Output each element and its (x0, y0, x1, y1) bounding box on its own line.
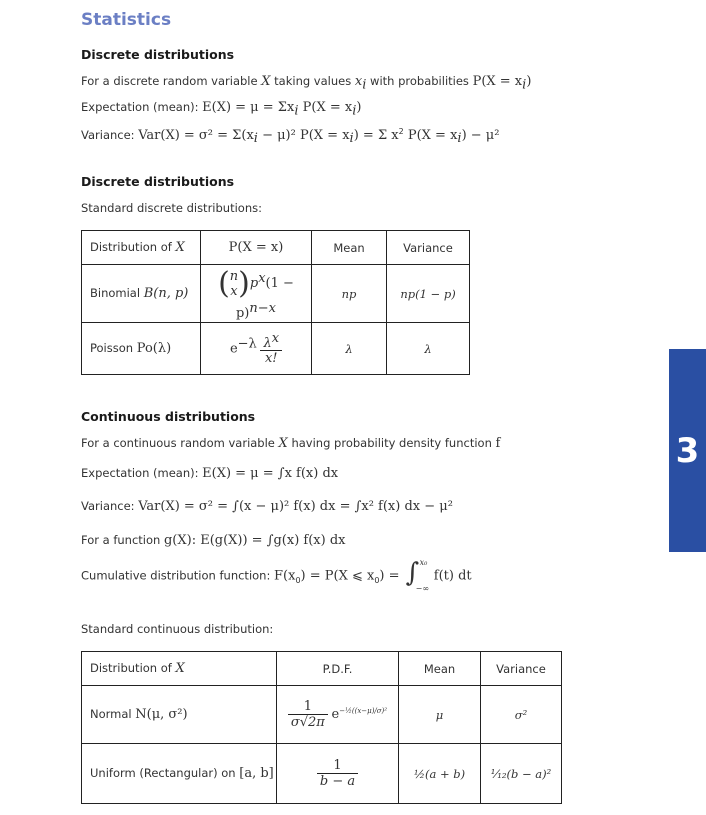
row-name: Binomial B(n, p) (82, 265, 201, 323)
continuous-heading: Continuous distributions (81, 409, 256, 424)
row-pdf: $\frac{1}{b - a}$ (277, 744, 399, 804)
header-variance: Variance (481, 652, 562, 686)
continuous-intro: For a continuous random variable X having probability density function f (81, 436, 501, 451)
row-variance: ¹⁄₁₂(b − a)² (481, 744, 562, 804)
continuous-std-intro: Standard continuous distribution: (81, 622, 274, 636)
row-mean: np (312, 265, 387, 323)
discrete-heading: Discrete distributions (81, 47, 235, 62)
header-variance: Variance (387, 231, 470, 265)
continuous-variance: Variance: Var(X) = σ² = ∫(x − μ)² f(x) dx = ∫x² f(x) dx − μ² (81, 499, 453, 514)
header-pdf: P.D.F. (277, 652, 399, 686)
chapter-number: 3 (675, 431, 700, 471)
chapter-tab (669, 349, 706, 552)
header-distribution: Distribution of X (82, 652, 277, 686)
row-variance: σ² (481, 686, 562, 744)
discrete-expectation: Expectation (mean): $E(X) = \mu = \Sigma x_i$ $P(X = x_i)$ (81, 100, 362, 119)
header-mean: Mean (312, 231, 387, 265)
page-title: Statistics (81, 10, 172, 30)
row-pdf: $\frac{1}{\sigma√2\pi}$ $e^{-\frac{1}{2}((x-\mu)/\sigma)^2}$ (277, 686, 399, 744)
continuous-cdf: Cumulative distribution function: $F(x_0) = P(X$ ⩽ $x_0$) = ∫ x₀ −∞ f(t) dt (81, 558, 472, 593)
continuous-table (81, 651, 562, 804)
discrete-table (81, 230, 470, 375)
discrete-intro: For a discrete random variable X taking values $x_i$ with probabilities $P(X = x_i)$ (81, 74, 532, 93)
table-row (82, 686, 562, 744)
row-pmf: $e^{-\lambda}$ $\frac{\lambda^x}{x!}$ (201, 323, 312, 375)
header-distribution: Distribution of X (82, 231, 201, 265)
row-variance: λ (387, 323, 470, 375)
discrete-std-heading: Discrete distributions (81, 174, 235, 189)
continuous-function: For a function g(X): E(g(X)) = ∫g(x) f(x) dx (81, 533, 346, 548)
row-variance: np(1 − p) (387, 265, 470, 323)
table-row (82, 265, 470, 323)
discrete-variance: Variance: $Var(X) = \sigma^2 = \Sigma(x_i - \mu)^2$ $P(X = x_i) = \Sigma$ $x^2$ $P(X = x_i) - \mu^2$ (81, 127, 500, 147)
continuous-expectation: Expectation (mean): E(X) = μ = ∫x f(x) dx (81, 466, 339, 481)
discrete-std-intro: Standard discrete distributions: (81, 201, 262, 215)
row-pmf: ( n x )$p^x(1 - p)^{n-x}$ (201, 265, 312, 323)
row-mean: ½(a + b) (399, 744, 481, 804)
row-name: Uniform (Rectangular) on [a, b] (82, 744, 277, 804)
row-name: Normal N(μ, σ²) (82, 686, 277, 744)
table-row (82, 744, 562, 804)
row-name: Poisson Po(λ) (82, 323, 201, 375)
header-mean: Mean (399, 652, 481, 686)
row-mean: λ (312, 323, 387, 375)
row-mean: μ (399, 686, 481, 744)
table-row (82, 323, 470, 375)
header-pmf: P(X = x) (201, 231, 312, 265)
